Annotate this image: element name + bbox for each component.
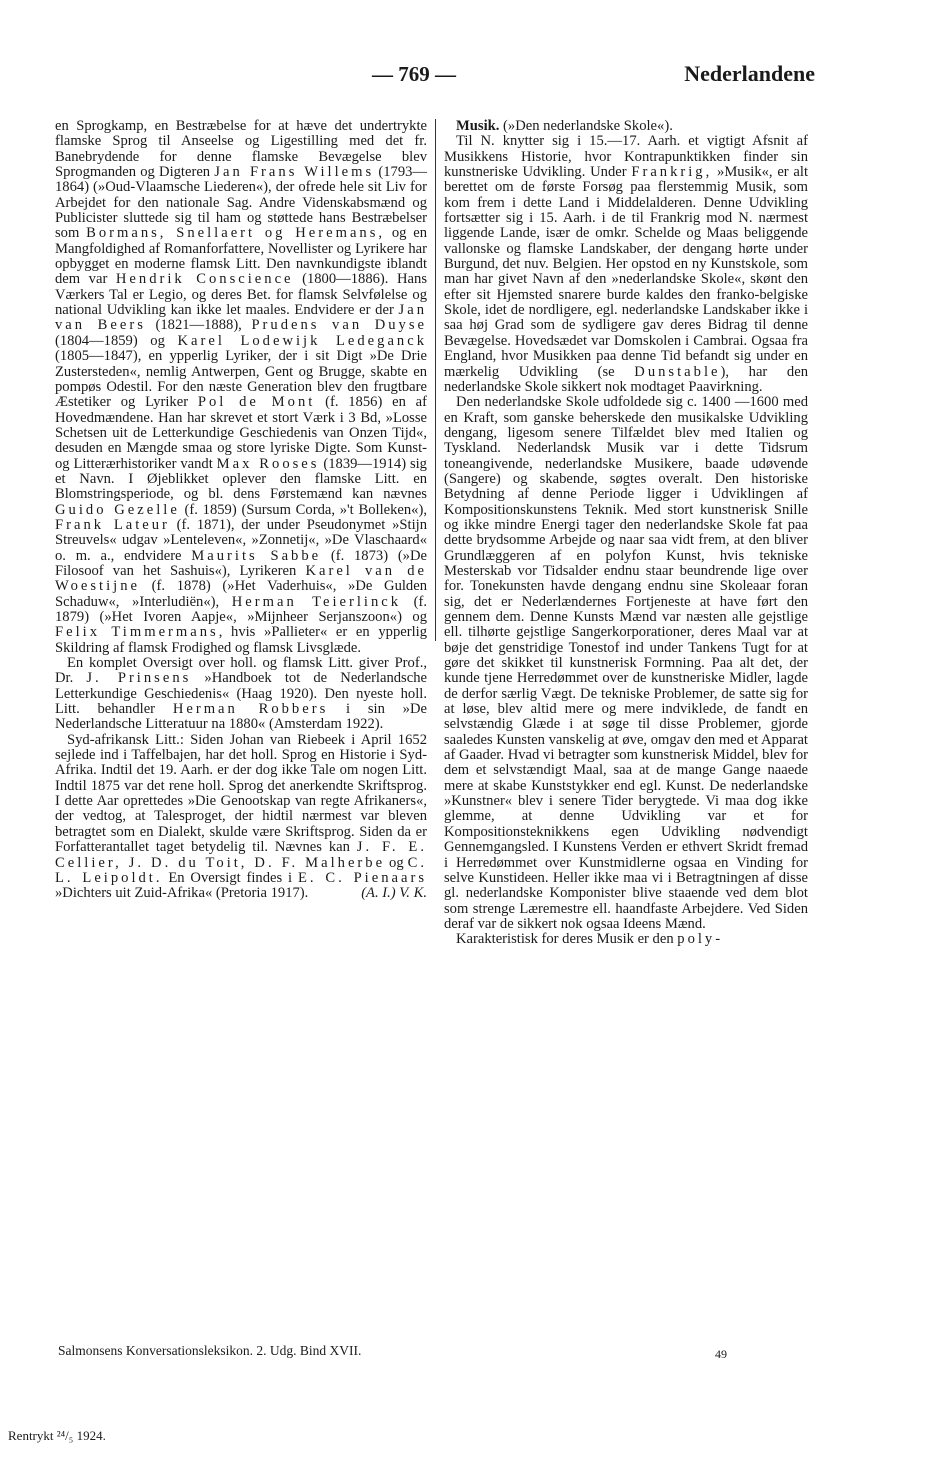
author-name: Karel van de Woestijne [55, 562, 427, 595]
cross-reference: Dunstable [634, 363, 721, 380]
author-name: Hendrik Conscience [115, 271, 294, 288]
author-name: Felix Timmermans [55, 624, 219, 641]
right-column [444, 119, 808, 948]
author-name: Bormans, Snellaert og Heremans, [86, 225, 386, 242]
reprint-note: Rentrykt ²⁴/₅ 1924. [8, 1428, 106, 1443]
paragraph-flemish-literature: en Sprogkamp, en Bestræbelse for at hæve det undertrykte flamske Sprog til Anseelse og Ligestilling med det fr. Banebrydende for denne flamske Bevægelse blev Sprogmanden og Digteren Jan Frans Willems (1793—1864) (»Oud-Vlaamsche Liederen«), der ofrede hele sit Liv for Arbejdet for den nationale Sag. Andre Videnskabsmænd og Publicister sluttede sig til ham og støttede hans Bestræbelser som Bormans, Snellaert og Heremans, og en Mangfoldighed af Romanforfattere, Novellister og Lyrikere har opbygget en moderne flamsk Litt. Den navnkundigste iblandt dem var Hendrik Conscience (1800—1886). Hans Værkers Tal er Legio, og deres Bet. for flamsk Selvfølelse og national Udvikling kan ikke let maales. Endvidere er der Jan van Beers (1821—1888), Prudens van Duyse (1804—1859) og Karel Lodewijk Ledeganck (1805—1847), en ypperlig Lyriker, der i sit Digt »De Drie Zustersteden«, nemlig Antwerpen, Gent og Brugge, skabte en pompøs Odestil. For den næste Generation blev den frugtbare Æstetiker og Lyriker Pol de Mont (f. 1856) en af Hovedmændene. Han har skrevet et stort Værk i 3 Bd, »Losse Schetsen uit de Letterkundige Geschiedenis van Onzen Tijd«, desuden en Mængde smaa og store lyriske Digte. Som Kunst- og Litterærhistoriker vandt Max Rooses (1839—1914) sig et Navn. I Øjeblikket oplever den flamske Litt. en Blomstringsperiode, og bl. dens Førstemænd kan nævnes Guido Gezelle (f. 1859) (Sursum Corda, »'t Bolleken«), Frank Lateur (f. 1871), der under Pseudonymet »Stijn Streuvels« udgav »Lenteleven«, »Zonnetij«, »De Vlaschaard« o. m. a., endvidere Maurits Sabbe (f. 1873) (»De Filosoof van het Sashuis«), Lyrikeren Karel van de Woestijne (f. 1878) (»Het Vaderhuis«, »De Gulden Schaduw«, »Interludiën«), Herman Teierlinck (f. 1879) (»Het Ivoren Aapje«, »Mijnheer Serjanszoon«) og Felix Timmermans, hvis »Pallieter« er en ypperlig Skildring af flamsk Frodighed og flamsk Livsglæde. [55, 118, 428, 656]
paragraph-music-origins: Til N. knytter sig i 15.—17. Aarh. et vigtigt Afsnit af Musikkens Historie, hvor Kontrapunktikken finder sin kunstneriske Udvikling. Under Frankrig, »Musik«, er alt berettet om de første Forsøg paa flerstemmig Musik, som kom frem i dette Land i Middelalderen. Denne Udvikling fortsætter sig i 15. Aarh. i de til Frankrig mod N. nærmest liggende Lande, især de omkr. Schelde og Maas beliggende vallonske og flamske Landskaber, der dengang hørte under Burgund, det nuv. Belgien. Her opstod en ny Kunstskole, som man har givet Navn af den »nederlandske Skole«, skønt den efter sit Hjemsted snarere burde kaldes den franko-belgiske Skole, idet de nordligere, egl. nederlandske Landskaber ikke i saa høj Grad som de sydligere gav deres Bidrag til denne Bevægelse. Hovedsædet var Domskolen i Cambrai. Ogsaa fra England, hvor Musikken paa denne Tid befandt sig under en mærkelig Udvikling (se Dunstable), har den nederlandske Skole sikkert nok modtaget Paavirkning. [444, 133, 809, 395]
author-name: Frank Lateur [55, 516, 170, 533]
column-divider [435, 119, 436, 641]
section-heading: Musik. [456, 118, 500, 134]
footer-sheet-number: 49 [715, 1347, 727, 1361]
author-name: Herman Teierlinck [231, 593, 402, 610]
author-name: Jan Frans Willems [214, 164, 375, 181]
paragraph-south-african-literature: Syd-afrikansk Litt.: Siden Johan van Riebeek i April 1652 sejlede ind i Taffelbajen, har det holl. Sprog en Historie i Syd-Afrika. Indtil det 19. Aarh. er der dog ikke Tale om nogen Litt. Indtil 1875 var det rene holl. Sprog det anerkendte Skriftsprog. I dette Aar oprettedes »Die Genootskap van regte Afrikaners«, der vedtog, at Talesproget, der hidtil nærmest var bleven betragtet som en Dialekt, skulde være Skriftsprog. Siden da er Forfatterantallet taget betydelig til. Nævnes kan J. F. E. Cellier, J. D. du Toit, D. F. Malherbe og C. L. Leipoldt. En Oversigt findes i E. C. Pienaars »Dichters uit Zuid-Afrika« (Pretoria 1917). (A. I.) V. K. [55, 731, 428, 902]
author-name: Jan van Beers [55, 302, 427, 334]
footer-volume: Salmonsens Konversationsleksikon. 2. Udg. Bind XVII. [58, 1343, 362, 1358]
paragraph-characteristic: Karakteristisk for deres Musik er den poly- [456, 931, 724, 948]
author-name: Karel Lodewijk Ledeganck [177, 332, 427, 349]
left-column [55, 119, 427, 902]
author-name: Herman Robbers [172, 701, 329, 718]
section-heading-line: Musik. (»Den nederlandske Skole«). [456, 118, 673, 134]
cross-reference: Frankrig, [631, 164, 713, 181]
paragraph-netherlands-school: Den nederlandske Skole udfoldede sig c. 1400 —1600 med en Kraft, som ganske beherskede den musikalske Udvikling dengang, ligesom senere Tilfældet blev med Italien og Tyskland. Nederlandsk Musik var i dette Tidsrum toneangivende, nederlandske Musikere, baade udøvende (Sangere) og skabende, søgtes overalt. Den historiske Betydning af denne Periode ligger i Udviklingen af Kompositionskunstens Teknik. Med stort kunstnerisk Snille og ikke mindre Energi tager den nederlandske Skole fat paa dette brydsomme Arbejde og naar saa vidt frem, at den bliver Grundlæggeren af en polyfon Kunst, hvis tekniske Mesterskab vor Tidsalder endnu staar beundrende lige over for. Tonekunsten havde dengang endnu sine Skoleaar foran sig, det er Nederlændernes Fortjeneste at have ført den gennem dem. Denne Kunsts Mænd var næsten alle gejstlige ell. tilhørte gejstlige Sangerkorporationer, deres Maal var at bøje det genstridige Tonestof ind under Tankens Tugt for at gøre det skikket til kunstnerisk Formning. Paa alt det, der kunde tjene Herredømmet over de kunstneriske Midler, lagde de derfor særlig Vægt. De tekniske Problemer, de satte sig for at løse, blev altid mere og mere indviklede, de fandt en selvstændig Glæde i at søge til disse Problemer, gjorde saaledes Kunsten vanskelig at øve, omgav den med et Apparat af Gaader. Hvad vi betragter som kunstnerisk Middel, blev for dem et selvstændigt Maal, saa at de mange Gange naaede mere at skabe Kunststykker end egl. Kunst. De nederlandske »Kunstner« blev i senere Tider berygtede. Vi maa dog ikke glemme, at denne Udvikling var et for Kompositionsteknikkens egen Udvikling nødvendigt Gennemgangsled. I Kunstens Verden er ethvert Skridt fremad i Herredømmet over Kunstmidlerne ogsaa en Vinding for selve Kunstideen. Heller ikke maa vi i Betragtningen af disse gl. nederlandske Komponister blive staaende ved dem blot som strenge Læremestre ell. haandfaste Arbejdere. Ved Siden deraf var de sikkert nok ogsaa Ideens Mænd. [444, 394, 808, 932]
author-name: Max Rooses [216, 455, 320, 472]
author-name: J. F. E. Cellier, J. D. du Toit, D. F. Malherbe [55, 839, 427, 871]
author-signature: (A. I.) V. K. [361, 885, 427, 902]
author-name: E. C. Pienaars [297, 869, 428, 886]
author-name: J. Prinsens [86, 670, 192, 687]
author-name: Pol de Mont [197, 394, 316, 411]
paragraph-overview: En komplet Oversigt over holl. og flamsk Litt. giver Prof., Dr. J. Prinsens »Handboek tot de Nederlandsche Letterkundige Geschiedenis« (Haag 1920). Den nyeste holl. Litt. behandler Herman Robbers i sin »De Nederlandsche Litteratuur na 1880« (Amsterdam 1922). [55, 655, 427, 733]
author-name: Prudens van Duyse [251, 317, 428, 334]
running-head: Nederlandene [684, 61, 815, 86]
page-number: — 769 — [372, 62, 456, 86]
author-name: Guido Gezelle [55, 501, 180, 518]
author-name: Maurits Sabbe [191, 547, 322, 564]
page-header [0, 62, 928, 92]
author-name: C. L. Leipoldt. [55, 854, 428, 886]
emphasis-word: poly- [677, 931, 724, 948]
